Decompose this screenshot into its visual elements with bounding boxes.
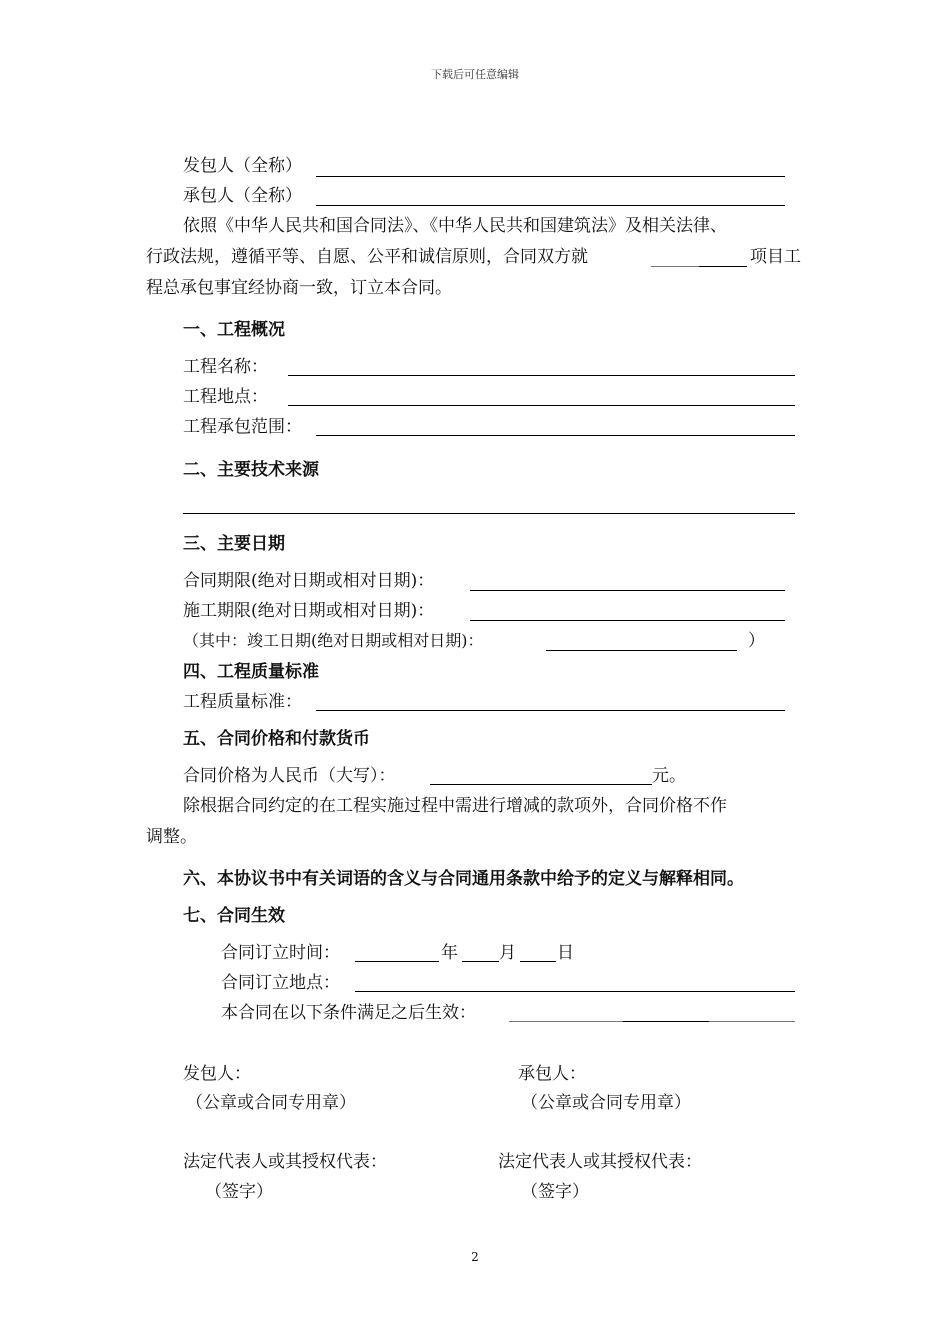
employer-full-name-field[interactable] (316, 176, 785, 177)
signing-place-label: 合同订立地点： (221, 973, 340, 993)
completion-date-close: ） (748, 631, 765, 651)
quality-standard-field[interactable] (316, 710, 785, 711)
employer-representative-label: 法定代表人或其授权代表： (183, 1152, 387, 1172)
effective-condition-field-b[interactable] (623, 1021, 709, 1022)
employer-seal-note: （公章或合同专用章） (186, 1093, 356, 1113)
contract-period-field[interactable] (470, 590, 785, 591)
section-5-title: 五、合同价格和付款货币 (183, 729, 370, 749)
construction-period-field[interactable] (470, 620, 785, 621)
signing-month-field[interactable] (462, 961, 499, 962)
project-scope-label: 工程承包范围： (183, 417, 302, 437)
contract-price-label: 合同价格为人民币（大写）： (183, 766, 396, 786)
construction-period-label: 施工期限(绝对日期或相对日期)： (183, 601, 435, 621)
project-name-field-a[interactable] (651, 266, 699, 267)
project-location-field[interactable] (288, 405, 795, 406)
contractor-representative-label: 法定代表人或其授权代表： (498, 1152, 702, 1172)
contract-price-field[interactable] (430, 784, 652, 785)
contract-period-label: 合同期限(绝对日期或相对日期)： (183, 571, 435, 591)
employer-sign-note: （签字） (205, 1182, 273, 1202)
contractor-signature-label: 承包人： (518, 1064, 586, 1084)
signing-time-label: 合同订立时间： (221, 943, 340, 963)
intro-line-2-end: 项目工 (750, 247, 801, 267)
employer-full-name-label: 发包人（全称） (183, 156, 302, 176)
project-scope-field[interactable] (316, 435, 795, 436)
contractor-seal-note: （公章或合同专用章） (521, 1093, 691, 1113)
technology-source-field[interactable] (183, 513, 795, 514)
quality-standard-label: 工程质量标准： (183, 692, 302, 712)
section-7-title: 七、合同生效 (183, 906, 285, 926)
price-note-line-1: 除根据合同约定的在工程实施过程中需进行增减的款项外，合同价格不作 (183, 796, 727, 816)
effective-condition-label: 本合同在以下条件满足之后生效： (221, 1003, 476, 1023)
section-1-title: 一、工程概况 (183, 320, 285, 340)
effective-condition-field-a[interactable] (509, 1021, 623, 1022)
intro-line-3: 程总承包事宜经协商一致，订立本合同。 (146, 278, 452, 298)
year-label: 年 (441, 943, 458, 963)
signing-place-field[interactable] (355, 991, 795, 992)
employer-signature-label: 发包人： (183, 1064, 251, 1084)
price-note-line-2: 调整。 (146, 827, 197, 847)
intro-line-2: 行政法规，遵循平等、自愿、公平和诚信原则，合同双方就 (146, 247, 588, 267)
section-3-title: 三、主要日期 (183, 534, 285, 554)
project-name-field[interactable] (288, 375, 795, 376)
page-header-note: 下载后可任意编辑 (431, 68, 519, 81)
completion-date-label: （其中：竣工日期(绝对日期或相对日期)： (183, 631, 484, 650)
contract-price-unit: 元。 (652, 766, 686, 786)
page-number: 2 (471, 1250, 479, 1264)
contractor-full-name-field[interactable] (316, 205, 785, 206)
intro-line-1: 依照《中华人民共和国合同法》、《中华人民共和国建筑法》及相关法律、 (183, 216, 727, 236)
month-label: 月 (499, 943, 516, 963)
completion-date-field[interactable] (546, 650, 737, 651)
section-2-title: 二、主要技术来源 (183, 460, 319, 480)
signing-year-field[interactable] (355, 961, 439, 962)
project-name-field-b[interactable] (699, 266, 747, 267)
contractor-full-name-label: 承包人（全称） (183, 186, 302, 206)
section-4-title: 四、工程质量标准 (183, 662, 319, 682)
signing-day-field[interactable] (520, 961, 556, 962)
effective-condition-field-c[interactable] (709, 1021, 795, 1022)
section-6-title: 六、本协议书中有关词语的含义与合同通用条款中给予的定义与解释相同。 (183, 869, 744, 889)
project-name-label: 工程名称： (183, 357, 268, 377)
contractor-sign-note: （签字） (521, 1182, 589, 1202)
day-label: 日 (557, 943, 574, 963)
project-location-label: 工程地点： (183, 387, 268, 407)
